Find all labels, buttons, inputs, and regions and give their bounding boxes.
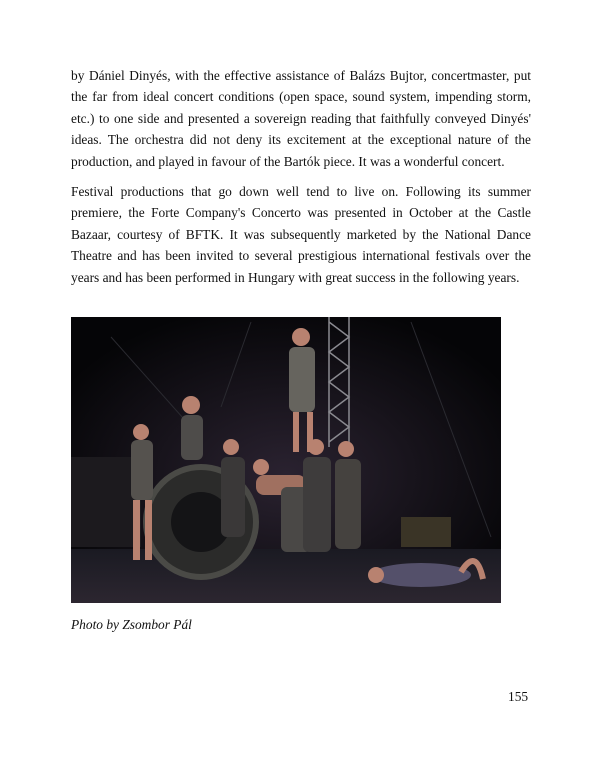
body-paragraph: Festival productions that go down well tend to live on. Following its summer premiere, the Forte Company's Concerto was presented in October at the Castle Bazaar, courtesy of BFTK. It was subsequently marketed by the National Dance Theatre and has been invited to several prestigious international festivals over the years and has been performed in Hungary with great success in the following years. (71, 184, 531, 285)
dance-performance-photo (71, 317, 501, 603)
photo-illustration (71, 317, 501, 603)
photo-caption: Photo by Zsombor Pál (71, 617, 192, 632)
page-number: 155 (508, 689, 529, 704)
body-paragraph: by Dániel Dinyés, with the effective assistance of Balázs Bujtor, concertmaster, put the far from ideal concert conditions (open space, sound system, impending storm, etc.) to one side and presented a sovereign reading that faithfully conveyed Dinyés' ideas. The orchestra did not deny its excitement at the exceptional nature of the production, and played in favour of the Bartók piece. It was a wonderful concert. (71, 68, 531, 169)
